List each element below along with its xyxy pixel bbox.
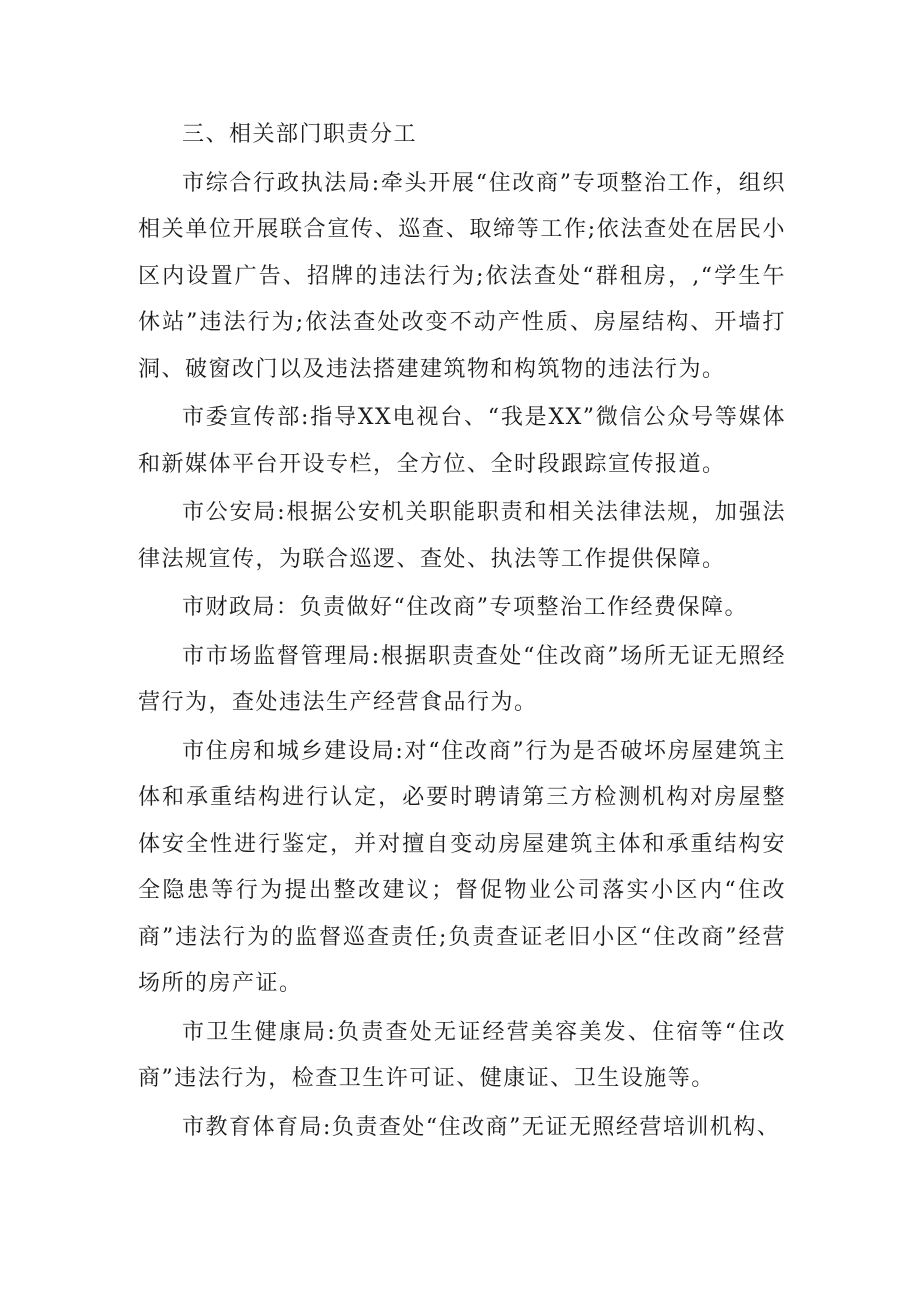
paragraph-law-enforcement-bureau: 市综合行政执法局:牵头开展“住改商”专项整治工作，组织相关单位开展联合宣传、巡查、取缔等工作;依法查处在居民小区内设置广告、招牌的违法行为;依法查处“群租房，,“学生午休站”违法行为;依法查处改变不动产性质、房屋结构、开墙打洞、破窗改门以及违法搭建建筑物和构筑物的违法行为。 (138, 170, 786, 382)
paragraph-market-supervision-bureau: 市市场监督管理局:根据职责查处“住改商”场所无证无照经营行为，查处违法生产经营食品行为。 (138, 643, 786, 715)
paragraph-education-sports-bureau: 市教育体育局:负责查处“住改商”无证无照经营培训机构、 (182, 1114, 781, 1140)
paragraph-publicity-department: 市委宣传部:指导XX电视台、“我是XX”微信公众号等媒体和新媒体平台开设专栏，全方位、全时段跟踪宣传报道。 (138, 405, 786, 477)
paragraph-housing-construction-bureau: 市住房和城乡建设局:对“住改商”行为是否破坏房屋建筑主体和承重结构进行认定，必要时聘请第三方检测机构对房屋整体安全性进行鉴定，并对擅自变动房屋建筑主体和承重结构安全隐患等行为提出整改建议；督促物业公司落实小区内“住改商”违法行为的监督巡查责任;负责查证老旧小区“住改商”经营场所的房产证。 (138, 738, 786, 996)
paragraph-finance-bureau: 市财政局：负责做好“住改商”专项整治工作经费保障。 (182, 595, 748, 620)
paragraph-health-bureau: 市卫生健康局:负责查处无证经营美容美发、住宿等“住改商”违法行为，检查卫生许可证、健康证、卫生设施等。 (138, 1019, 786, 1091)
paragraph-public-security-bureau: 市公安局:根据公安机关职能职责和相关法律法规，加强法律法规宣传，为联合巡逻、查处、执法等工作提供保障。 (138, 500, 786, 572)
document-body (138, 112, 786, 1153)
section-heading: 三、相关部门职责分工 (182, 122, 418, 147)
